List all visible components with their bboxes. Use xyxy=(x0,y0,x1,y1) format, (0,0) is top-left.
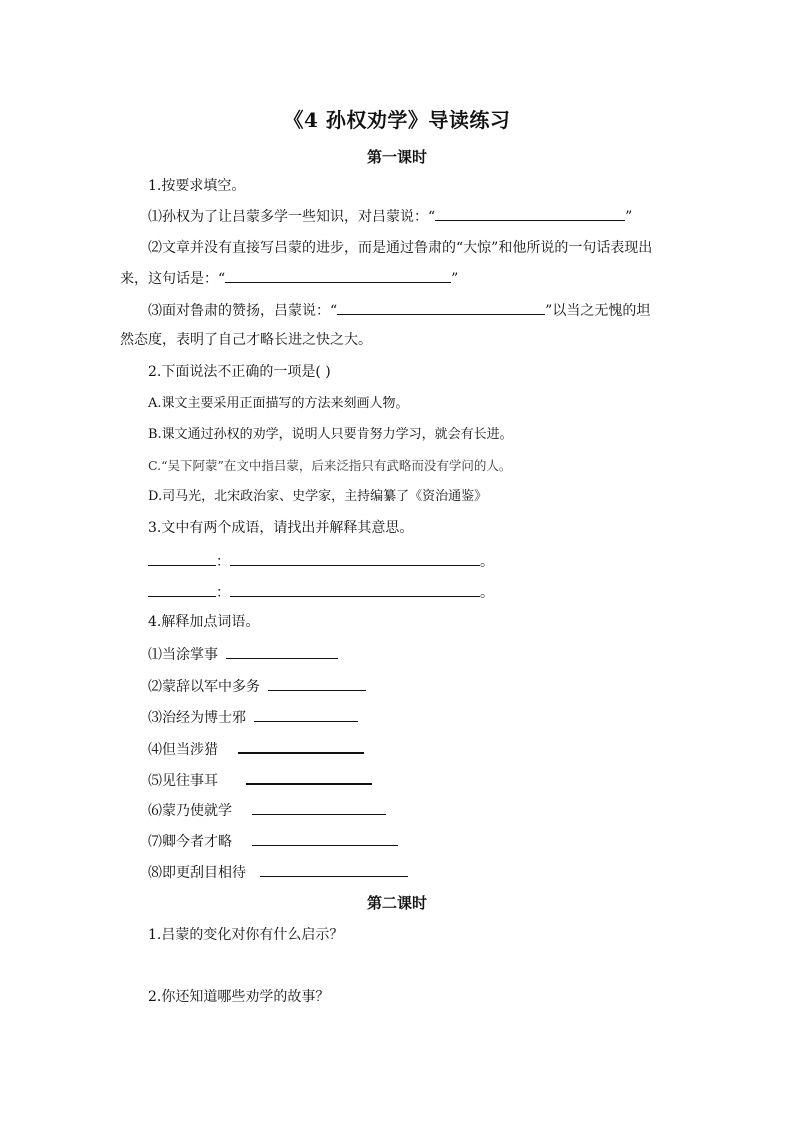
question-1b-text: 来，这句话是：“ xyxy=(120,271,226,287)
idiom-row-2 xyxy=(148,582,494,603)
word-item-8 xyxy=(148,862,408,883)
idiom-period-2: 。 xyxy=(480,585,494,601)
question-1c-text: ⑶面对鲁肃的赞扬，吕蒙说：“ xyxy=(148,303,338,319)
word-item-3 xyxy=(148,707,358,728)
word-item-1-text: ⑴当涂掌事 xyxy=(148,647,218,663)
idiom-meaning-blank-2[interactable] xyxy=(230,582,480,597)
word-answer-blank-3[interactable] xyxy=(254,707,358,722)
word-item-5 xyxy=(148,769,372,791)
idiom-colon-2: ： xyxy=(216,585,230,601)
idiom-period-1: 。 xyxy=(480,554,494,570)
word-answer-blank-8[interactable] xyxy=(260,862,408,877)
question-1-prompt: 1.按要求填空。 xyxy=(148,178,246,194)
word-answer-blank-5[interactable] xyxy=(246,769,372,785)
question-3-prompt: 3.文中有两个成语，请找出并解释其意思。 xyxy=(148,520,414,536)
word-item-6 xyxy=(148,800,386,821)
question-4-prompt: 4.解释加点词语。 xyxy=(148,614,260,630)
section-heading-lesson-2: 第二课时 xyxy=(366,894,427,912)
word-item-7 xyxy=(148,831,398,852)
word-answer-blank-6[interactable] xyxy=(252,800,386,815)
word-item-7-text: ⑺卿今者才略 xyxy=(148,834,232,850)
word-answer-blank-7[interactable] xyxy=(252,831,398,846)
lesson-2-question-2: 2.你还知道哪些劝学的故事？ xyxy=(148,989,330,1005)
option-b: B.课文通过孙权的劝学，说明人只要肯努力学习，就会有长进。 xyxy=(148,427,513,442)
answer-blank-1c[interactable] xyxy=(337,300,545,315)
idiom-blank-1[interactable] xyxy=(148,551,216,566)
question-1a-close-quote: ” xyxy=(625,209,633,225)
page-title: 《4 孙权劝学》导读练习 xyxy=(283,108,511,132)
idiom-meaning-blank-1[interactable] xyxy=(230,551,480,566)
word-answer-blank-1[interactable] xyxy=(226,644,338,659)
question-1c-line-2: 然态度，表明了自己才略长进之快之大。 xyxy=(120,332,372,348)
word-item-4 xyxy=(148,738,364,760)
question-1b-close-quote: ” xyxy=(451,271,459,287)
lesson-2-question-1: 1.吕蒙的变化对你有什么启示？ xyxy=(148,927,344,943)
option-d: D.司马光，北宋政治家、史学家，主持编纂了《资治通鉴》 xyxy=(148,489,488,504)
word-item-2-text: ⑵蒙辞以军中多务 xyxy=(148,679,260,695)
word-item-1 xyxy=(148,644,338,665)
word-item-6-text: ⑹蒙乃使就学 xyxy=(148,803,232,819)
answer-blank-1b[interactable] xyxy=(225,268,451,283)
option-c: C.“吴下阿蒙”在文中指吕蒙，后来泛指只有武略而没有学问的人。 xyxy=(148,458,512,473)
idiom-colon-1: ： xyxy=(216,554,230,570)
question-1a xyxy=(148,206,632,227)
idiom-blank-2[interactable] xyxy=(148,582,216,597)
word-item-2 xyxy=(148,676,366,697)
word-item-8-text: ⑻即更刮目相待 xyxy=(148,865,246,881)
section-heading-lesson-1: 第一课时 xyxy=(366,148,427,166)
question-2-prompt: 2.下面说法不正确的一项是( ) xyxy=(148,364,331,380)
word-answer-blank-2[interactable] xyxy=(268,676,366,691)
option-a: A.课文主要采用正面描写的方法来刻画人物。 xyxy=(148,396,409,411)
answer-blank-1a[interactable] xyxy=(435,206,625,221)
word-item-3-text: ⑶治经为博士邪 xyxy=(148,710,246,726)
question-1b-line-1: ⑵文章并没有直接写吕蒙的进步，而是通过鲁肃的“大惊”和他所说的一句话表现出 xyxy=(148,240,653,256)
question-1b-line-2 xyxy=(120,268,458,289)
idiom-row-1 xyxy=(148,551,494,572)
word-answer-blank-4[interactable] xyxy=(238,738,364,754)
word-item-5-text: ⑸见往事耳 xyxy=(148,773,218,789)
question-1c-continuation: ”以当之无愧的坦 xyxy=(545,303,651,319)
question-1a-text: ⑴孙权为了让吕蒙多学一些知识，对吕蒙说：“ xyxy=(148,209,436,225)
question-1c-line-1 xyxy=(148,300,650,321)
word-item-4-text: ⑷但当涉猎 xyxy=(148,742,218,758)
